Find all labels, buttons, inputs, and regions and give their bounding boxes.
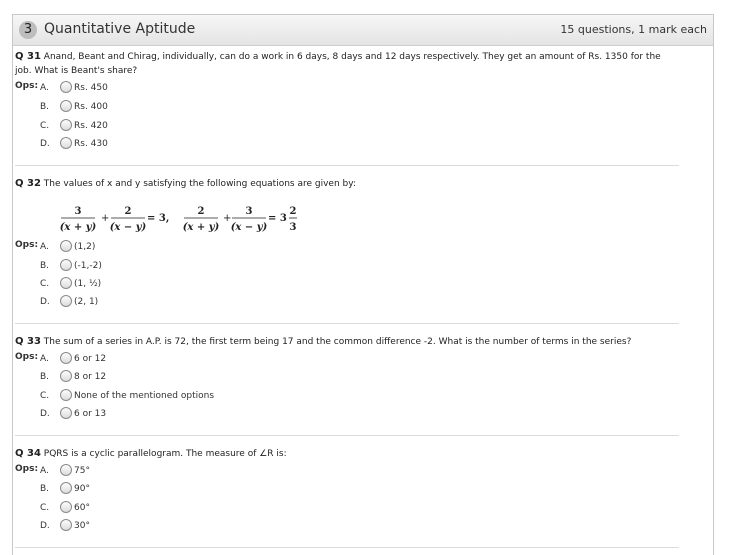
- option-letter: D.: [40, 297, 50, 307]
- option-letter: C.: [40, 391, 50, 401]
- option-q34-c[interactable]: [40, 501, 90, 517]
- option-text: 6 or 13: [74, 409, 107, 419]
- question-number: Q 33: [15, 336, 41, 347]
- question-34: [15, 447, 680, 461]
- divider: [15, 165, 679, 166]
- ops-label: Ops:: [15, 81, 39, 91]
- option-q34-a[interactable]: [40, 464, 90, 480]
- radio-button[interactable]: [60, 501, 72, 513]
- option-text: Rs. 450: [74, 83, 108, 93]
- option-letter: B.: [40, 484, 50, 494]
- eq-f3-num: 2: [197, 206, 205, 217]
- eq-mix-num: 2: [289, 206, 297, 217]
- radio-button[interactable]: [60, 389, 72, 401]
- eq-f1-num: 3: [74, 206, 82, 217]
- option-text: 30°: [74, 521, 90, 531]
- eq-f4-den: (x − y): [230, 222, 268, 233]
- question-text: Anand, Beant and Chirag, individually, can do a work in 6 days, 8 days and 12 days respectively. They get an amount of Rs. 1350 for the job. What is Beant's share?: [15, 52, 661, 76]
- question-text: PQRS is a cyclic parallelogram. The measure of ∠R is:: [43, 449, 287, 459]
- section-number-badge: 3: [19, 21, 37, 39]
- eq-f1-den: (x + y): [59, 222, 97, 233]
- section-panel: [12, 14, 714, 555]
- radio-button[interactable]: [60, 277, 72, 289]
- option-letter: A.: [40, 83, 49, 93]
- option-q34-d[interactable]: [40, 519, 90, 535]
- radio-button[interactable]: [60, 352, 72, 364]
- option-letter: B.: [40, 372, 50, 382]
- radio-button[interactable]: [60, 81, 72, 93]
- eq-equals-1: = 3,: [147, 213, 170, 224]
- option-letter: C.: [40, 503, 50, 513]
- radio-button[interactable]: [60, 240, 72, 252]
- option-text: 90°: [74, 484, 90, 494]
- option-text: 8 or 12: [74, 372, 107, 382]
- option-q31-a[interactable]: [40, 81, 108, 97]
- section-header: [13, 15, 713, 46]
- eq-mix-den: 3: [289, 222, 297, 233]
- equation: [55, 202, 315, 244]
- option-text: Rs. 420: [74, 121, 108, 131]
- option-q32-b[interactable]: [40, 259, 102, 275]
- option-letter: A.: [40, 242, 49, 252]
- option-letter: C.: [40, 121, 50, 131]
- option-text: 75°: [74, 466, 90, 476]
- option-q33-c[interactable]: [40, 389, 214, 405]
- radio-button[interactable]: [60, 370, 72, 382]
- radio-button[interactable]: [60, 464, 72, 476]
- question-text: The values of x and y satisfying the following equations are given by:: [43, 179, 356, 189]
- option-text: 6 or 12: [74, 354, 107, 364]
- option-q33-b[interactable]: [40, 370, 106, 386]
- option-letter: A.: [40, 354, 49, 364]
- divider: [15, 547, 679, 548]
- section-title: Quantitative Aptitude: [44, 21, 196, 37]
- divider: [15, 323, 679, 324]
- option-text: (-1,-2): [74, 261, 102, 271]
- eq-f2-den: (x − y): [109, 222, 147, 233]
- option-q32-c[interactable]: [40, 277, 101, 293]
- option-q31-b[interactable]: [40, 100, 108, 116]
- option-letter: A.: [40, 466, 49, 476]
- radio-button[interactable]: [60, 407, 72, 419]
- option-q34-b[interactable]: [40, 482, 90, 498]
- eq-equals-2: = 3: [268, 213, 287, 224]
- radio-button[interactable]: [60, 482, 72, 494]
- radio-button[interactable]: [60, 137, 72, 149]
- option-letter: B.: [40, 102, 50, 112]
- option-text: Rs. 430: [74, 139, 108, 149]
- option-letter: D.: [40, 409, 50, 419]
- option-text: (2, 1): [74, 297, 99, 307]
- question-33: [15, 335, 680, 349]
- section-info: 15 questions, 1 mark each: [560, 23, 707, 36]
- radio-button[interactable]: [60, 519, 72, 531]
- option-letter: D.: [40, 521, 50, 531]
- question-text: The sum of a series in A.P. is 72, the first term being 17 and the common difference -2. What is the number of terms in the series?: [43, 337, 632, 347]
- eq-f2-num: 2: [124, 206, 132, 217]
- radio-button[interactable]: [60, 119, 72, 131]
- option-text: None of the mentioned options: [74, 391, 215, 401]
- question-number: Q 32: [15, 178, 41, 189]
- divider: [15, 435, 679, 436]
- radio-button[interactable]: [60, 259, 72, 271]
- option-letter: D.: [40, 139, 50, 149]
- option-text: (1, ½): [74, 279, 102, 289]
- option-q32-a[interactable]: [40, 240, 95, 256]
- option-text: Rs. 400: [74, 102, 108, 112]
- option-q31-c[interactable]: [40, 119, 108, 135]
- ops-label: Ops:: [15, 240, 39, 250]
- option-letter: B.: [40, 261, 50, 271]
- eq-plus-1: +: [101, 213, 110, 224]
- option-q32-d[interactable]: [40, 295, 98, 311]
- eq-f3-den: (x + y): [182, 222, 220, 233]
- option-letter: C.: [40, 279, 50, 289]
- radio-button[interactable]: [60, 100, 72, 112]
- option-text: 60°: [74, 503, 90, 513]
- question-number: Q 31: [15, 51, 41, 62]
- ops-label: Ops:: [15, 464, 39, 474]
- ops-label: Ops:: [15, 352, 39, 362]
- option-q33-a[interactable]: [40, 352, 106, 368]
- question-number: Q 34: [15, 448, 41, 459]
- eq-f4-num: 3: [245, 206, 253, 217]
- question-31: [15, 50, 680, 78]
- option-text: (1,2): [74, 242, 96, 252]
- question-32: [15, 177, 680, 191]
- option-q31-d[interactable]: [40, 137, 108, 153]
- radio-button[interactable]: [60, 295, 72, 307]
- option-q33-d[interactable]: [40, 407, 106, 423]
- eq-plus-2: +: [223, 213, 232, 224]
